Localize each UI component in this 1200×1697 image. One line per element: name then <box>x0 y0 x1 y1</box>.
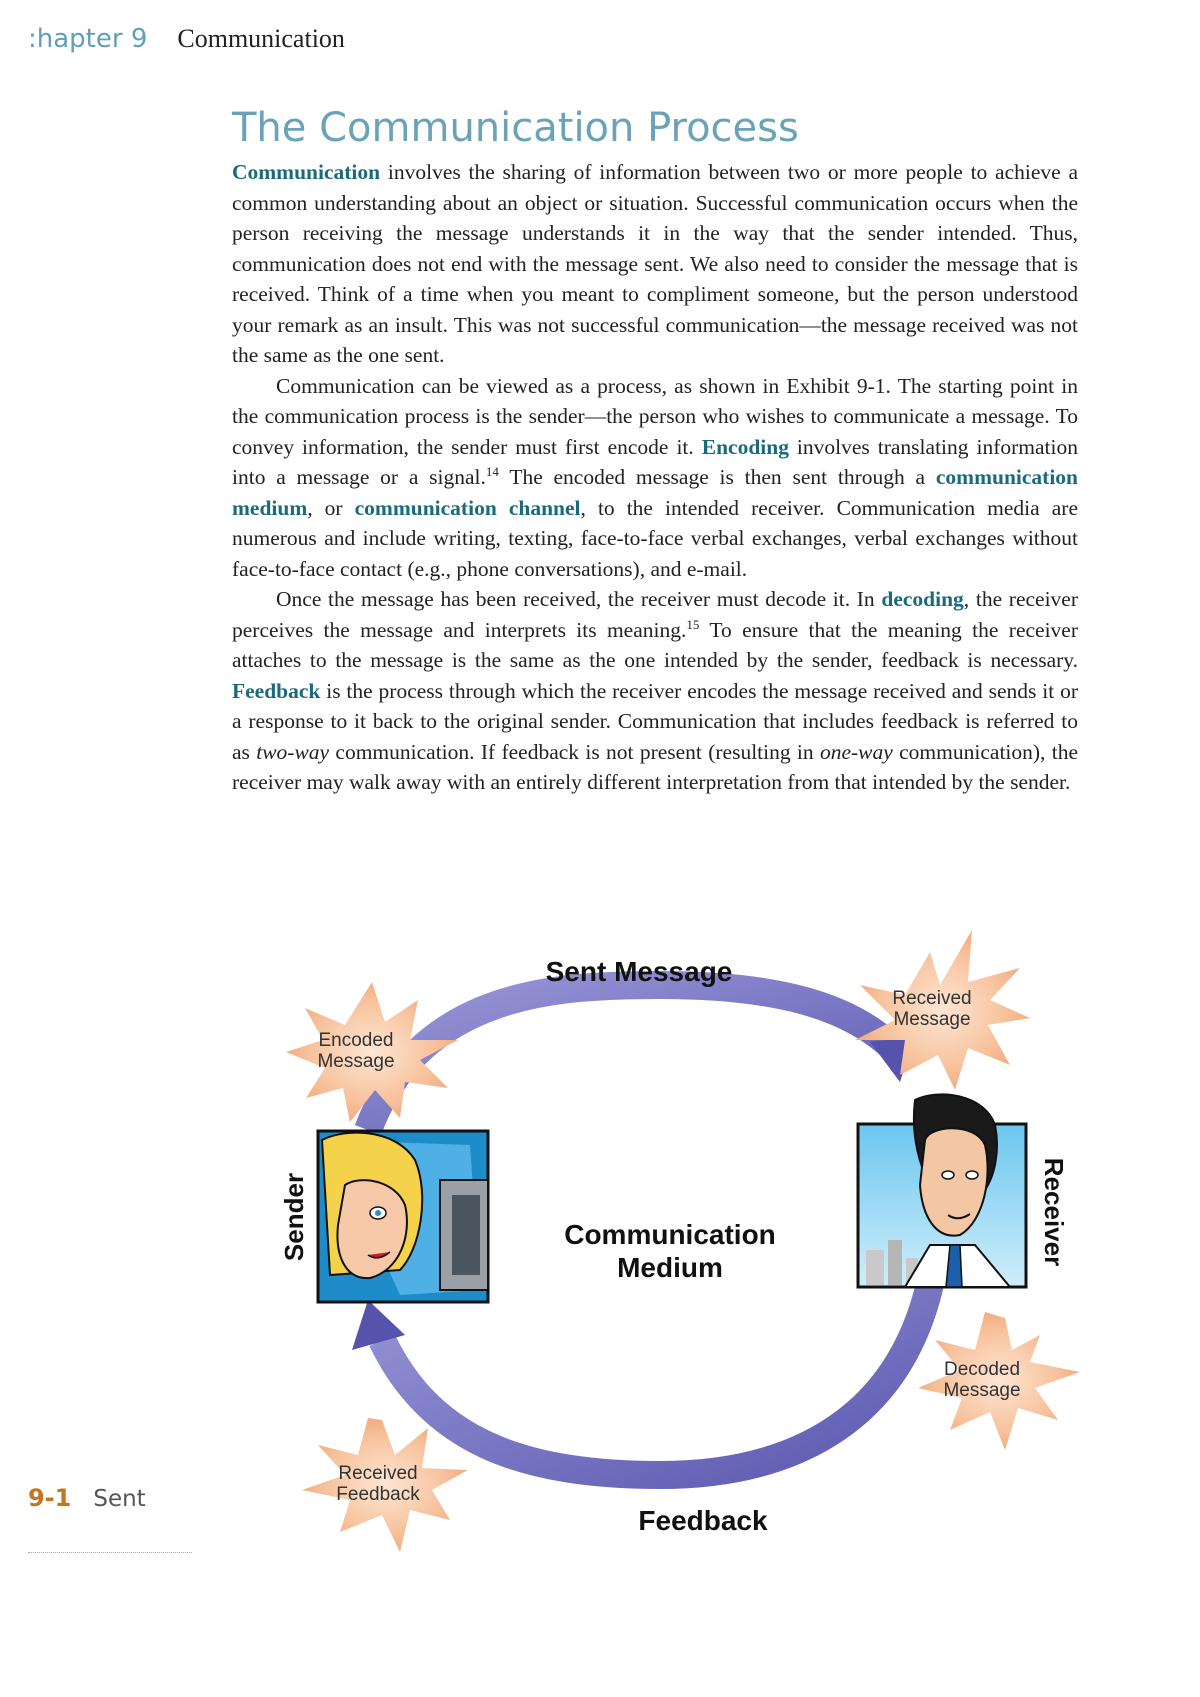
footnote-ref: 14 <box>485 463 499 479</box>
received-feedback-burst <box>302 1418 468 1552</box>
sent-message-arrow <box>368 985 915 1130</box>
emphasis-text: two-way <box>256 739 330 764</box>
key-term: Encoding <box>701 434 789 459</box>
paragraph-text: communication), the receiver may walk away with an entirely different interpretation from that intended by the sender. <box>232 739 1079 794</box>
exhibit-number: 9-1 <box>28 1484 72 1512</box>
section-title: The Communication Process <box>232 105 799 151</box>
exhibit-caption: Sent <box>93 1486 146 1512</box>
paragraph-text: communication. If feedback is not present (resulting in <box>329 739 820 764</box>
burst-label-line: Feedback <box>336 1484 420 1505</box>
paragraph-text: The encoded message is then sent through a <box>498 465 936 489</box>
sender-label: Sender <box>279 1172 309 1262</box>
key-term: decoding <box>881 587 964 611</box>
burst-label-line: Encoded <box>318 1030 394 1051</box>
chapter-title: Communication <box>177 24 345 53</box>
paragraph-text: Communication can be viewed as a process, as shown in Exhibit 9-1. The starting point in the communication process is the sender—the person who wishes to communicate a message. To convey information, the sender must first encode it. <box>232 373 1078 459</box>
paragraph-text: Once the message has been received, the receiver must decode it. In <box>276 587 882 611</box>
paragraph-text: , to the intended receiver. Communication media are numerous and include writing, texting, face-to-face verbal exchanges, verbal exchanges without face-to-face contact (e.g., phone conversations), and e-mail. <box>232 495 1078 581</box>
paragraph-text: involves translating information into a message or a signal. <box>232 434 1078 489</box>
burst-label-line: Message <box>317 1051 395 1072</box>
received-message-burst <box>855 930 1030 1090</box>
emphasis-text: one-way <box>819 739 893 764</box>
burst-label-line: Message <box>893 1009 971 1030</box>
receiver-label: Receiver <box>1039 1157 1069 1267</box>
key-term: communication channel <box>354 495 581 520</box>
burst-label-line: Message <box>943 1380 1021 1401</box>
sender-image <box>318 1131 488 1302</box>
paragraph-text: , the receiver perceives the message and interprets its meaning. <box>232 587 1078 642</box>
chapter-label: :hapter 9 <box>28 24 148 54</box>
feedback-arrow <box>352 1275 932 1475</box>
burst-label-line: Decoded <box>943 1359 1021 1380</box>
paragraph-text: , or <box>307 495 355 520</box>
paragraph-text: To ensure that the meaning the receiver attaches to the message is the same as the one intended by the sender, feedback is necessary. <box>232 617 1078 672</box>
sent-message-label: Sent Message <box>545 956 733 987</box>
footnote-ref: 15 <box>686 616 700 632</box>
burst-label-line: Received <box>338 1463 418 1484</box>
medium-label-line1: Communication <box>564 1219 776 1250</box>
receiver-image <box>858 1094 1026 1287</box>
key-term: Communication <box>232 160 381 184</box>
paragraph-text: is the process through which the receiver encodes the message received and sends it or a response to it back to the original sender. Communication that includes feedback is referred to as <box>232 678 1078 764</box>
decoded-message-burst <box>918 1312 1080 1450</box>
feedback-label: Feedback <box>638 1505 768 1536</box>
key-term: Feedback <box>232 678 321 703</box>
medium-label-line2: Medium <box>617 1252 723 1283</box>
burst-label-line: Received <box>892 988 972 1009</box>
paragraph-text: involves the sharing of information between two or more people to achieve a common understanding about an object or situation. Successful communication occurs when the person receiving the message understands it in the way that the sender intended. Thus, communication does not end with the message sent. We also need to consider the message that is received. Think of a time when you meant to compliment someone, but the person understood your remark as an insult. This was not successful communication—the message received was not the same as the one sent. <box>232 160 1078 367</box>
key-term: communication medium <box>232 465 1079 520</box>
